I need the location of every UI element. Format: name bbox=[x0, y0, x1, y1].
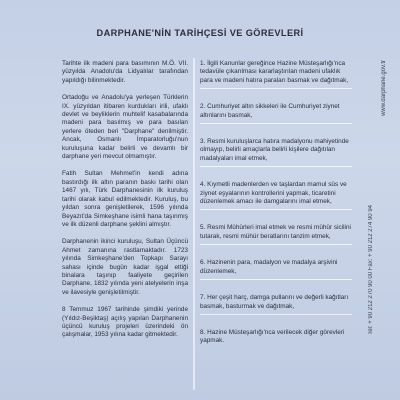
duty-item: 2. Cumhuriyet altın sikkeleri ile Cumhuriyet ziynet altınlarını basmak, bbox=[200, 103, 352, 124]
history-paragraph: Tarihte ilk madeni para basımının M.Ö. VII. yüzyılda Anadolu'da Lidyalılar tarafından yapıldığı bilinmektedir. bbox=[62, 60, 188, 84]
duty-item: 4. Kıymetli madenlerden ve taşlardan mamul süs ve ziynet eşyalarının kontrollerini yapmak, ticaretini düzenlemek amacı ile damgalarını imal etmek, bbox=[200, 181, 352, 210]
item-separator bbox=[200, 123, 352, 124]
history-paragraph: Darphanenin ikinci kuruluşu, Sultan Üçüncü Ahmet zamanına rastlamaktadır. 1723 yılında Simkeşhane'den Topkapı Sarayı sahası içinde bugün kadar işgal ettiği binalara taşınıp faaliyete geçirilen Darphane, 1832 yılında yeni atelyelerin inşa ve ilavesiyle genişletilmiştir. bbox=[62, 238, 188, 296]
duty-item: 3. Resmi kuruluşlarca hatıra madalyonu mahiyetinde olmayıp, belirli amaçlarla belirli kişilere dağıtılan madalyaları imal etmek, bbox=[200, 138, 352, 167]
contact-phone-fax: Tel: + 90 212 270 90 00 Fax: + 90 212 274 90 94 bbox=[368, 205, 374, 335]
item-separator bbox=[200, 88, 352, 89]
history-paragraph: Ortadoğu ve Anadolu'ya yerleşen Türklerin IX. yüzyıldan itibaren kurdukları irili, ufaklı devlet ve beyliklerin muhtelif kasabalarında madeni para basılmış ve para basılan yerlere öteden beri "Darphane" denilmiştir. Ancak, Osmanlı İmparatorluğu'nun kuruluşuna kadar belirli ve devamlı bir darphane yeri mevcut olmamıştır. bbox=[62, 94, 188, 161]
website-link[interactable]: www.darphane.gov.tr bbox=[381, 60, 387, 116]
duty-item: 7. Her çeşit harç, damga pullarını ve değerli kağıtları basmak, basturmak ve dağıtmak, bbox=[200, 294, 352, 315]
duty-item: 8. Hazine Müsteşarlığı'nca verilecek diğer görevleri yapmak. bbox=[200, 328, 345, 345]
column-divider bbox=[193, 58, 195, 390]
history-paragraph: 8 Temmuz 1967 tarihinde şimdiki yerinde (Yıldız-Beşiktaş) açılış yapılan Darphanenin üçüncü kuruluş projeleri üzerindeki ön çalışmalar, 1953 yılına kadar gitmektedir. bbox=[62, 306, 188, 339]
item-separator bbox=[200, 209, 352, 210]
duty-item: 1. İlgili Kanunlar gereğince Hazine Müsteşarlığı'nca tedavüle çıkarılması kararlaştırılan madeni ufaklık para ve madeni hatıra paraları basmak ve dağıtmak, bbox=[200, 60, 352, 89]
item-separator bbox=[200, 314, 352, 315]
duty-item: 5. Resmi Mühürleri imal etmek ve resmi mühür sicilini tutarak, resmi mühür beratlarını tanzim etmek, bbox=[200, 224, 352, 245]
duties-column bbox=[200, 60, 352, 360]
item-separator bbox=[200, 166, 352, 167]
duty-item: 6. Hazinenin para, madalyon ve madalya arşivini düzenlemek, bbox=[200, 259, 352, 280]
item-separator bbox=[200, 279, 352, 280]
page-title: DARPHANE'NİN TARİHÇESİ VE GÖREVLERİ bbox=[96, 28, 304, 38]
history-column bbox=[62, 60, 188, 349]
item-separator bbox=[200, 244, 352, 245]
history-paragraph: Fatih Sultan Mehmet'in kendi adına bastırdığı ilk altın paranın baskı tarihi olan 1467 yılı, Türk Darphanesinin ilk kuruluş tarihi olarak kabul edilmektedir. Kuruluş, bu yıldan sonra genişletilerek, 1596 yılında Beyazıt'da Simkeşhane isimli hana taşınmış ve ilk düzenli darphane şeklini almıştır. bbox=[62, 170, 188, 228]
